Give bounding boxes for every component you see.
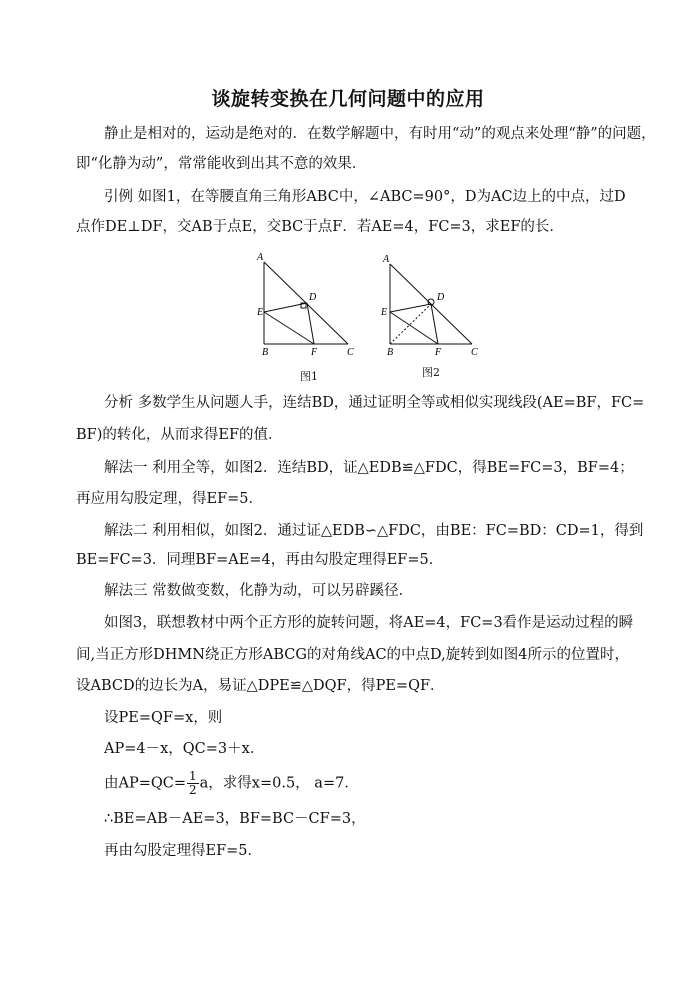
fig1-label-d: D bbox=[309, 292, 317, 303]
paragraph-method1-line2: 再应用勾股定理，得EF=5． bbox=[76, 491, 264, 507]
paragraph-method2-line1: 解法二 利用相似，如图2．通过证△EDB∽△FDC，由BE：FC=BD：CD=1，得到 bbox=[104, 523, 644, 539]
fig2-segment-bd-dashed bbox=[390, 304, 431, 344]
paragraph-intro-line1: 静止是相对的，运动是绝对的．在数学解题中，有时用“动”的观点来处理“静”的问题， bbox=[104, 126, 656, 142]
fig2-segment-ed bbox=[390, 304, 431, 312]
fig1-label-e: E bbox=[257, 307, 264, 318]
fig1-label-f: F bbox=[311, 347, 318, 358]
fig2-label-a: A bbox=[383, 254, 390, 265]
fig2-label-e: E bbox=[381, 307, 388, 318]
fraction-denominator: 2 bbox=[189, 783, 197, 797]
paragraph-therefore-line: ∴BE=AB－AE=3，BF=BC－CF=3， bbox=[104, 811, 366, 827]
paragraph-method3-line1: 解法三 常数做变数，化静为动，可以另辟蹊径． bbox=[104, 583, 414, 599]
paragraph-intro-line2: 即“化静为动”，常常能收到出其不意的效果． bbox=[76, 156, 367, 172]
paragraph-example-line2: 点作DE⊥DF，交AB于点E，交BC于点F．若AE=4，FC=3，求EF的长． bbox=[76, 219, 564, 235]
figure-2-caption: 图2 bbox=[422, 366, 440, 379]
paragraph-method2-line2: BE=FC=3．同理BF=AE=4，再由勾股定理得EF=5． bbox=[76, 552, 444, 568]
fig1-label-b: B bbox=[262, 347, 269, 358]
fig1-label-a: A bbox=[257, 252, 264, 263]
fig2-label-c: C bbox=[471, 347, 478, 358]
paragraph-equation-line bbox=[104, 770, 359, 797]
fraction-numerator: 1 bbox=[189, 769, 197, 783]
fraction-one-half bbox=[187, 770, 199, 797]
paragraph-rotation-line1: 如图3，联想教材中两个正方形的旋转问题，将AE=4，FC=3看作是运动过程的瞬 bbox=[104, 615, 634, 631]
fig1-segment-ef bbox=[264, 312, 314, 344]
equation-prefix: 由AP=QC= bbox=[104, 775, 187, 792]
figure-2-diagram bbox=[376, 252, 486, 382]
fig2-segment-ef bbox=[390, 312, 438, 344]
fig2-label-f: F bbox=[435, 347, 442, 358]
paragraph-ap-qc-line: AP=4－x，QC=3＋x． bbox=[104, 741, 265, 757]
paragraph-method1-line1: 解法一 利用全等，如图2．连结BD，证△EDB≌△FDC，得BE=FC=3，BF=4； bbox=[104, 460, 634, 476]
figure-1-caption: 图1 bbox=[300, 370, 318, 383]
paragraph-rotation-line2: 间,当正方形DHMN绕正方形ABCG的对角线AC的中点D,旋转到如图4所示的位置时， bbox=[76, 647, 629, 663]
figure-1-diagram bbox=[252, 252, 362, 382]
page-title: 谈旋转变换在几何问题中的应用 bbox=[211, 88, 485, 110]
paragraph-analysis-line2: BF)的转化，从而求得EF的值． bbox=[76, 427, 283, 443]
figure-2 bbox=[376, 252, 486, 382]
equation-suffix: a，求得x=0.5， a=7． bbox=[199, 775, 359, 792]
fig1-label-c: C bbox=[347, 347, 354, 358]
figure-1 bbox=[252, 252, 362, 382]
paragraph-rotation-line3: 设ABCD的边长为A，易证△DPE≌△DQF，得PE=QF． bbox=[76, 678, 445, 694]
paragraph-conclusion-line: 再由勾股定理得EF=5． bbox=[104, 843, 263, 859]
fig2-label-b: B bbox=[387, 347, 394, 358]
paragraph-analysis-line1: 分析 多数学生从问题人手，连结BD，通过证明全等或相似实现线段(AE=BF，FC= bbox=[104, 395, 645, 411]
fig2-label-d: D bbox=[437, 292, 445, 303]
paragraph-let-line: 设PE=QF=x，则 bbox=[104, 710, 223, 726]
paragraph-example-line1: 引例 如图1，在等腰直角三角形ABC中，∠ABC=90°，D为AC边上的中点，过D bbox=[104, 189, 626, 205]
